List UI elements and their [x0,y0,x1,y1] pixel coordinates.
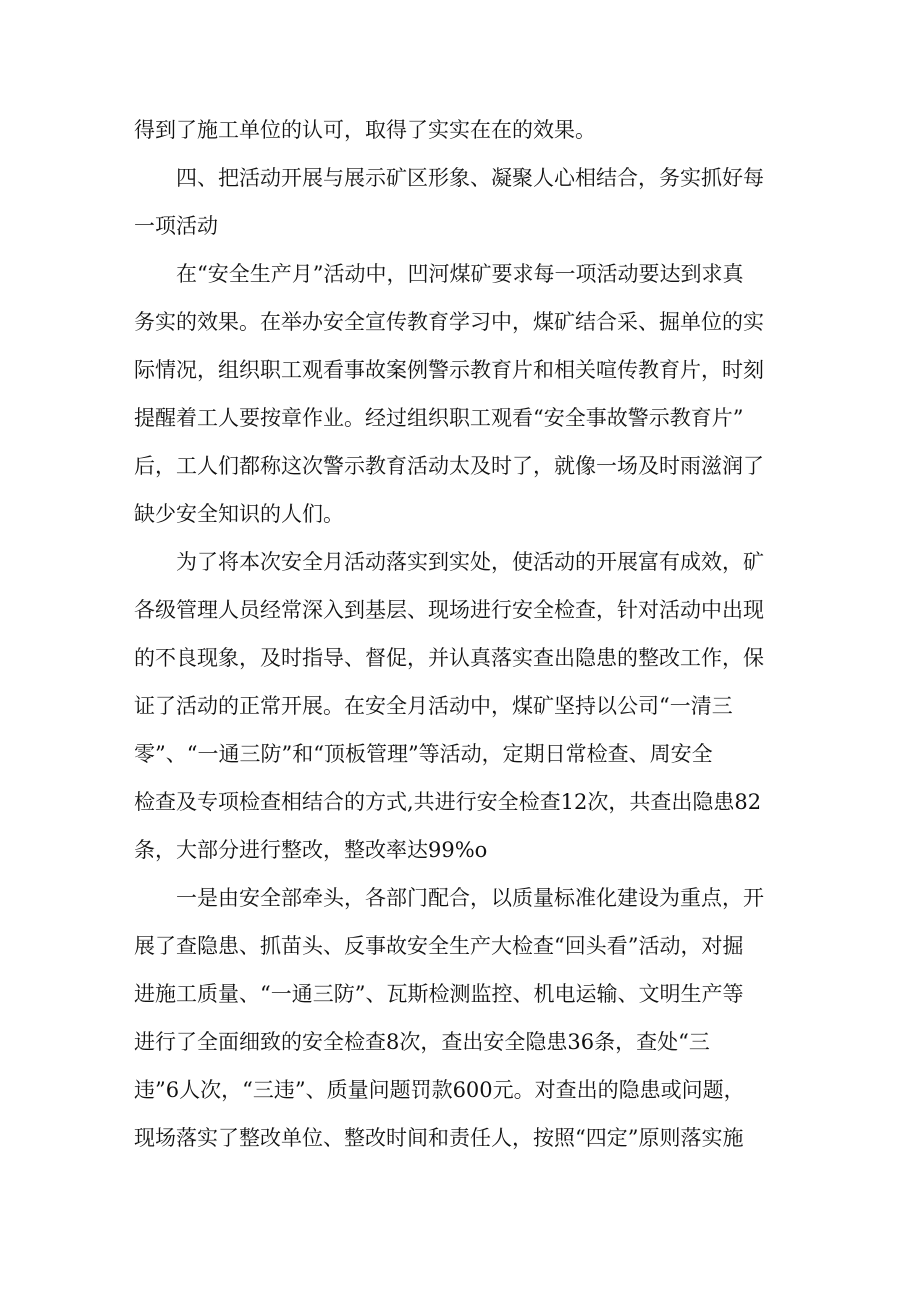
text-line: 展了查隐患、抓苗头、反事故安全生产大检查“回头看”活动，对掘 [134,934,744,958]
text-line: 条，大部分进行整改，整改率达99%o [134,838,488,862]
text-line: 零”、“一通三防”和“顶板管理”等活动，定期日常检查、周安全 [134,742,713,766]
text-line: 的不良现象，及时指导、督促，并认真落实查出隐患的整改工作，保 [134,646,764,670]
text-line: 在“安全生产月”活动中，凹河煤矿要求每一项活动要达到求真 [176,262,744,286]
text-line: 一是由安全部牵头，各部门配合，以质量标准化建设为重点，开 [176,886,764,910]
text-line: 提醒着工人要按章作业。经过组织职工观看“安全事故警示教育片” [134,406,744,430]
text-line: 证了活动的正常开展。在安全月活动中，煤矿坚持以公司“一清三 [134,694,733,718]
text-line: 际情况，组织职工观看事故案例警示教育片和相关喧传教育片，时刻 [134,358,764,382]
section-heading-line: 四、把活动开展与展示矿区形象、凝聚人心相结合，务实抓好每 [176,166,764,190]
section-heading-line: 一项活动 [134,214,218,238]
text-line: 进行了全面细致的安全检查8次，查出安全隐患36条，查处“三 [134,1030,710,1054]
text-line: 得到了施工单位的认可，取得了实实在在的效果。 [134,118,596,142]
text-line: 检查及专项检查相结合的方式,共进行安全检查12次，共查出隐患82 [134,790,762,814]
text-line: 务实的效果。在举办安全宣传教育学习中，煤矿结合采、掘单位的实 [134,310,764,334]
text-line: 违”6人次，“三违”、质量问题罚款600元。对查出的隐患或问题， [134,1078,745,1102]
text-line: 后，工人们都称这次警示教育活动太及时了，就像一场及时雨滋润了 [134,454,764,478]
text-line: 为了将本次安全月活动落实到实处，使活动的开展富有成效，矿 [176,550,764,574]
text-line: 各级管理人员经常深入到基层、现场进行安全检查，针对活动中出现 [134,598,764,622]
text-line: 现场落实了整改单位、整改时间和责任人，按照“四定”原则落实施 [134,1126,744,1150]
text-line: 进施工质量、“一通三防”、瓦斯检测监控、机电运输、文明生产等 [134,982,744,1006]
text-line: 缺少安全知识的人们。 [134,502,344,526]
